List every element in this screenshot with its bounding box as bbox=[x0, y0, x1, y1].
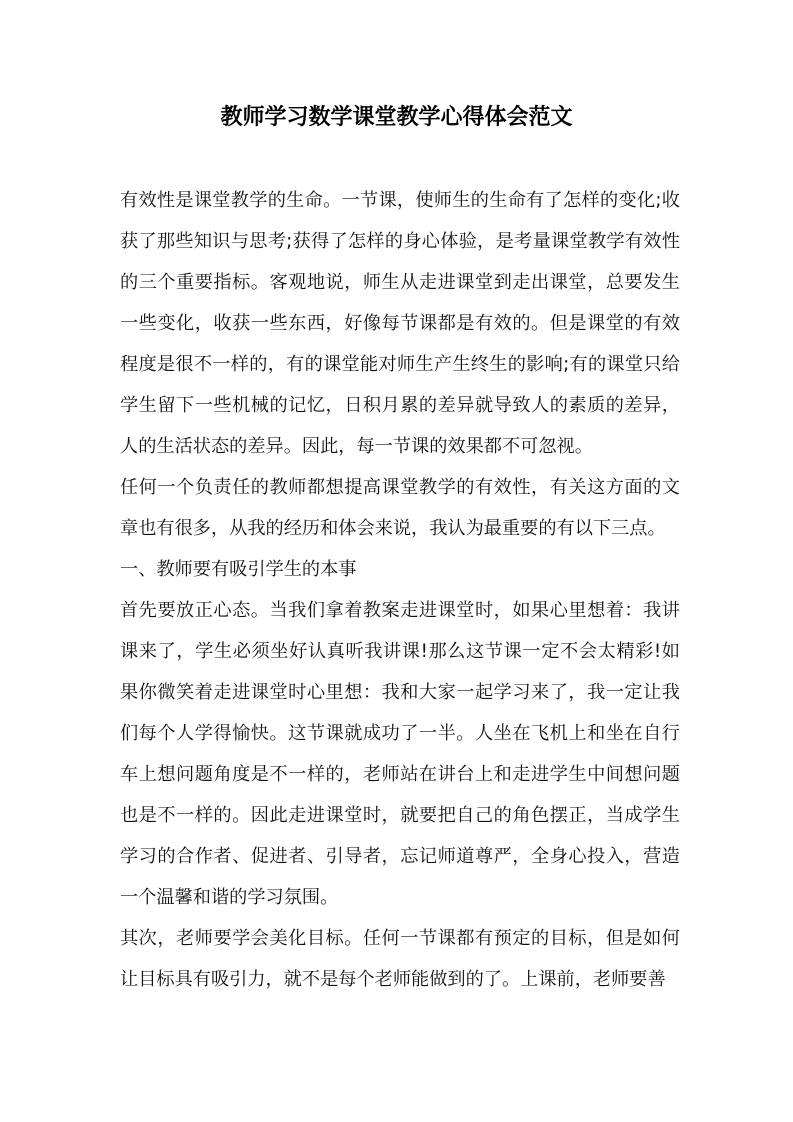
paragraph-goals: 其次，老师要学会美化目标。任何一节课都有预定的目标，但是如何让目标具有吸引力，就不是每个老师能做到的了。上课前，老师要善 bbox=[120, 928, 680, 990]
paragraph-mindset: 首先要放正心态。当我们拿着教案走进课堂时，如果心里想着：我讲课来了，学生必须坐好认真听我讲课!那么这节课一定不会太精彩!如果你微笑着走进课堂时心里想：我和大家一起学习来了，我一定让我们每个人学得愉快。这节课就成功了一半。人坐在飞机上和坐在自行车上想问题角度是不一样的，老师站在讲台上和走进学生中间想问题也是不一样的。因此走进课堂时，就要把自己的角色摆正，当成学生学习的合作者、促进者、引导者，忘记师道尊严，全身心投入，营造一个温馨和谐的学习氛围。 bbox=[120, 600, 680, 908]
document-body bbox=[120, 180, 680, 1000]
document-title: 教师学习数学课堂教学心得体会范文 bbox=[220, 105, 573, 130]
section-heading-1: 一、教师要有吸引学生的本事 bbox=[120, 559, 357, 580]
paragraph-teacher-responsibility: 任何一个负责任的教师都想提高课堂教学的有效性，有关这方面的文章也有很多，从我的经历和体会来说，我认为最重要的有以下三点。 bbox=[120, 477, 680, 539]
paragraph-intro: 有效性是课堂教学的生命。一节课，使师生的生命有了怎样的变化;收获了那些知识与思考;获得了怎样的身心体验，是考量课堂教学有效性的三个重要指标。客观地说，师生从走进课堂到走出课堂，总要发生一些变化，收获一些东西，好像每节课都是有效的。但是课堂的有效程度是很不一样的，有的课堂能对师生产生终生的影响;有的课堂只给学生留下一些机械的记忆，日积月累的差异就导致人的素质的差异，人的生活状态的差异。因此，每一节课的效果都不可忽视。 bbox=[120, 190, 680, 457]
